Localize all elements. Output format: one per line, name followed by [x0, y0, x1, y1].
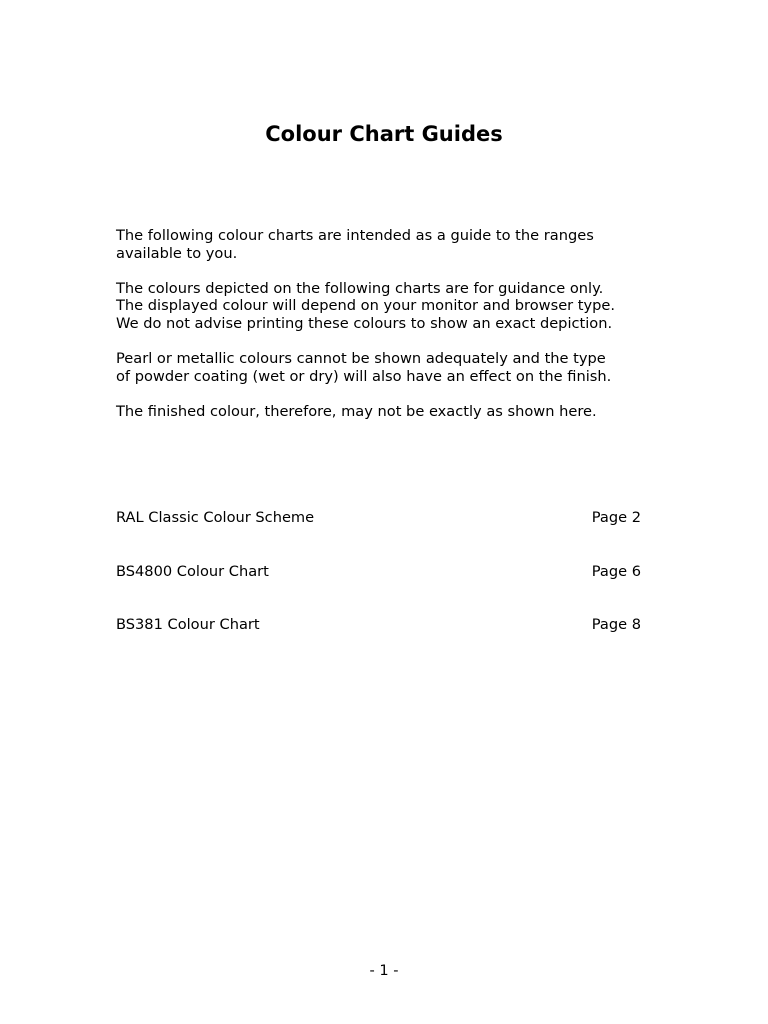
toc-entry-ral-classic[interactable] [116, 509, 641, 527]
page-title: Colour Chart Guides [265, 122, 503, 146]
toc-entry-label: BS4800 Colour Chart [116, 562, 269, 580]
toc-entry-page: Page 6 [591, 562, 641, 580]
intro-paragraph: The following colour charts are intended as a guide to the ranges available to you. [116, 227, 594, 262]
toc-entry-page: Page 8 [591, 616, 641, 633]
toc-entry-bs381[interactable] [116, 616, 641, 634]
toc-entry-label: RAL Classic Colour Scheme [116, 509, 315, 526]
intro-text [116, 227, 676, 438]
intro-paragraph: The finished colour, therefore, may not be exactly as shown here. [116, 402, 597, 420]
toc-entry-label: BS381 Colour Chart [116, 616, 260, 633]
page-number: - 1 - [369, 962, 399, 979]
toc-entry-bs4800[interactable] [116, 563, 641, 581]
table-of-contents [116, 509, 641, 670]
intro-paragraph: The colours depicted on the following charts are for guidance only. The displayed colour will depend on your monitor and browser type. We do not advise printing these colours to show an exact depiction. [116, 279, 616, 332]
intro-paragraph: Pearl or metallic colours cannot be shown adequately and the type of powder coating (wet or dry) will also have an effect on the finish. [116, 350, 612, 385]
toc-entry-page: Page 2 [591, 509, 641, 526]
